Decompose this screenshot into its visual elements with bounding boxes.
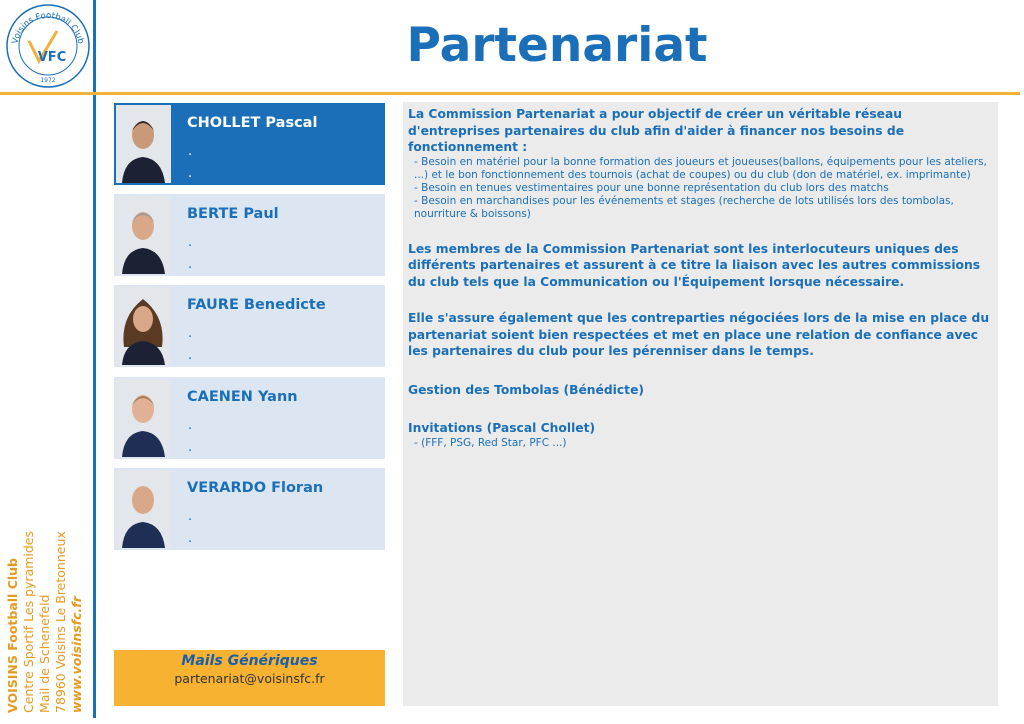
member-card [114, 377, 385, 459]
generic-mails-box [114, 650, 385, 706]
member-photo [116, 287, 171, 365]
need-item: - Besoin en tenues vestimentaires pour une bonne représentation du club lors des matchs [414, 181, 889, 194]
member-name: VERARDO Floran [187, 480, 324, 496]
member-name: FAURE Benedicte [187, 297, 326, 313]
member-name: CHOLLET Pascal [187, 115, 318, 131]
need-item: - Besoin en marchandises pour les événements et stages (recherche de lots utilisés lors des tombolas, nourriture & boissons) [414, 194, 954, 220]
member-detail-2: . [188, 348, 193, 363]
member-photo [116, 470, 171, 548]
member-card [114, 285, 385, 367]
member-card [114, 468, 385, 550]
member-detail-1: . [188, 418, 193, 433]
member-detail-1: . [188, 235, 193, 250]
logo-year: 1972 [40, 77, 56, 84]
invitations-detail: - (FFF, PSG, Red Star, PFC ...) [414, 436, 567, 449]
logo-initials: VFC [37, 50, 67, 65]
sidebar-address-line1: Centre Sportif Les pyramides [21, 530, 36, 713]
member-detail-2: . [188, 531, 193, 546]
mails-email-link[interactable]: partenariat@voisinsfc.fr [174, 671, 325, 686]
club-address-sidebar [5, 518, 95, 713]
members-role-text: Les membres de la Commission Partenariat sont les interlocuteurs uniques des différents partenaires et assurent à ce titre la liaison avec les autres commissions du club tels que la Communication ou l'Équipement lorsque nécessaire. [408, 241, 981, 289]
member-detail-2: . [188, 440, 193, 455]
sidebar-address-line2: Mail de Schenefeld [37, 594, 52, 713]
sidebar-club-name: VOISINS Football Club [5, 558, 20, 713]
member-card [114, 103, 385, 185]
intro-text: La Commission Partenariat a pour objectif de créer un véritable réseau d'entreprises partenaires du club afin d'aider à financer nos besoins de fonctionnement : [408, 107, 905, 154]
mails-title: Mails Génériques [181, 653, 318, 669]
header-divider [0, 92, 1020, 95]
tombolas-heading: Gestion des Tombolas (Bénédicte) [408, 382, 645, 397]
partnership-trust-text: Elle s'assure également que les contreparties négociées lors de la mise en place du partenariat soient bien respectées et met en place une relation de confiance avec les partenaires du club pour les pérenniser dans le temps. [408, 311, 990, 358]
member-detail-2: . [188, 257, 193, 272]
member-name: CAENEN Yann [187, 389, 298, 405]
member-photo [116, 196, 171, 274]
logo-club-name: Voisins Football Club [10, 10, 86, 45]
invitations-heading: Invitations (Pascal Chollet) [408, 421, 596, 435]
member-detail-1: . [188, 326, 193, 341]
need-item: - Besoin en matériel pour la bonne formation des joueurs et joueuses(ballons, équipements pour les ateliers, ...) et le bon fonctionnement des tournois (achat de coupes) ou du club (don de matériel, ex. imprimante) [414, 155, 987, 181]
member-detail-2: . [188, 166, 193, 181]
member-card [114, 194, 385, 276]
member-detail-1: . [188, 509, 193, 524]
sidebar-website[interactable]: www.voisinsfc.fr [69, 596, 84, 713]
member-photo [116, 379, 171, 457]
member-name: BERTE Paul [187, 206, 279, 222]
sidebar-address-line3: 78960 Voisins Le Bretonneux [53, 531, 68, 713]
page-title: Partenariat [406, 18, 708, 73]
member-photo [116, 105, 171, 183]
member-detail-1: . [188, 144, 193, 159]
description-panel [403, 102, 998, 706]
